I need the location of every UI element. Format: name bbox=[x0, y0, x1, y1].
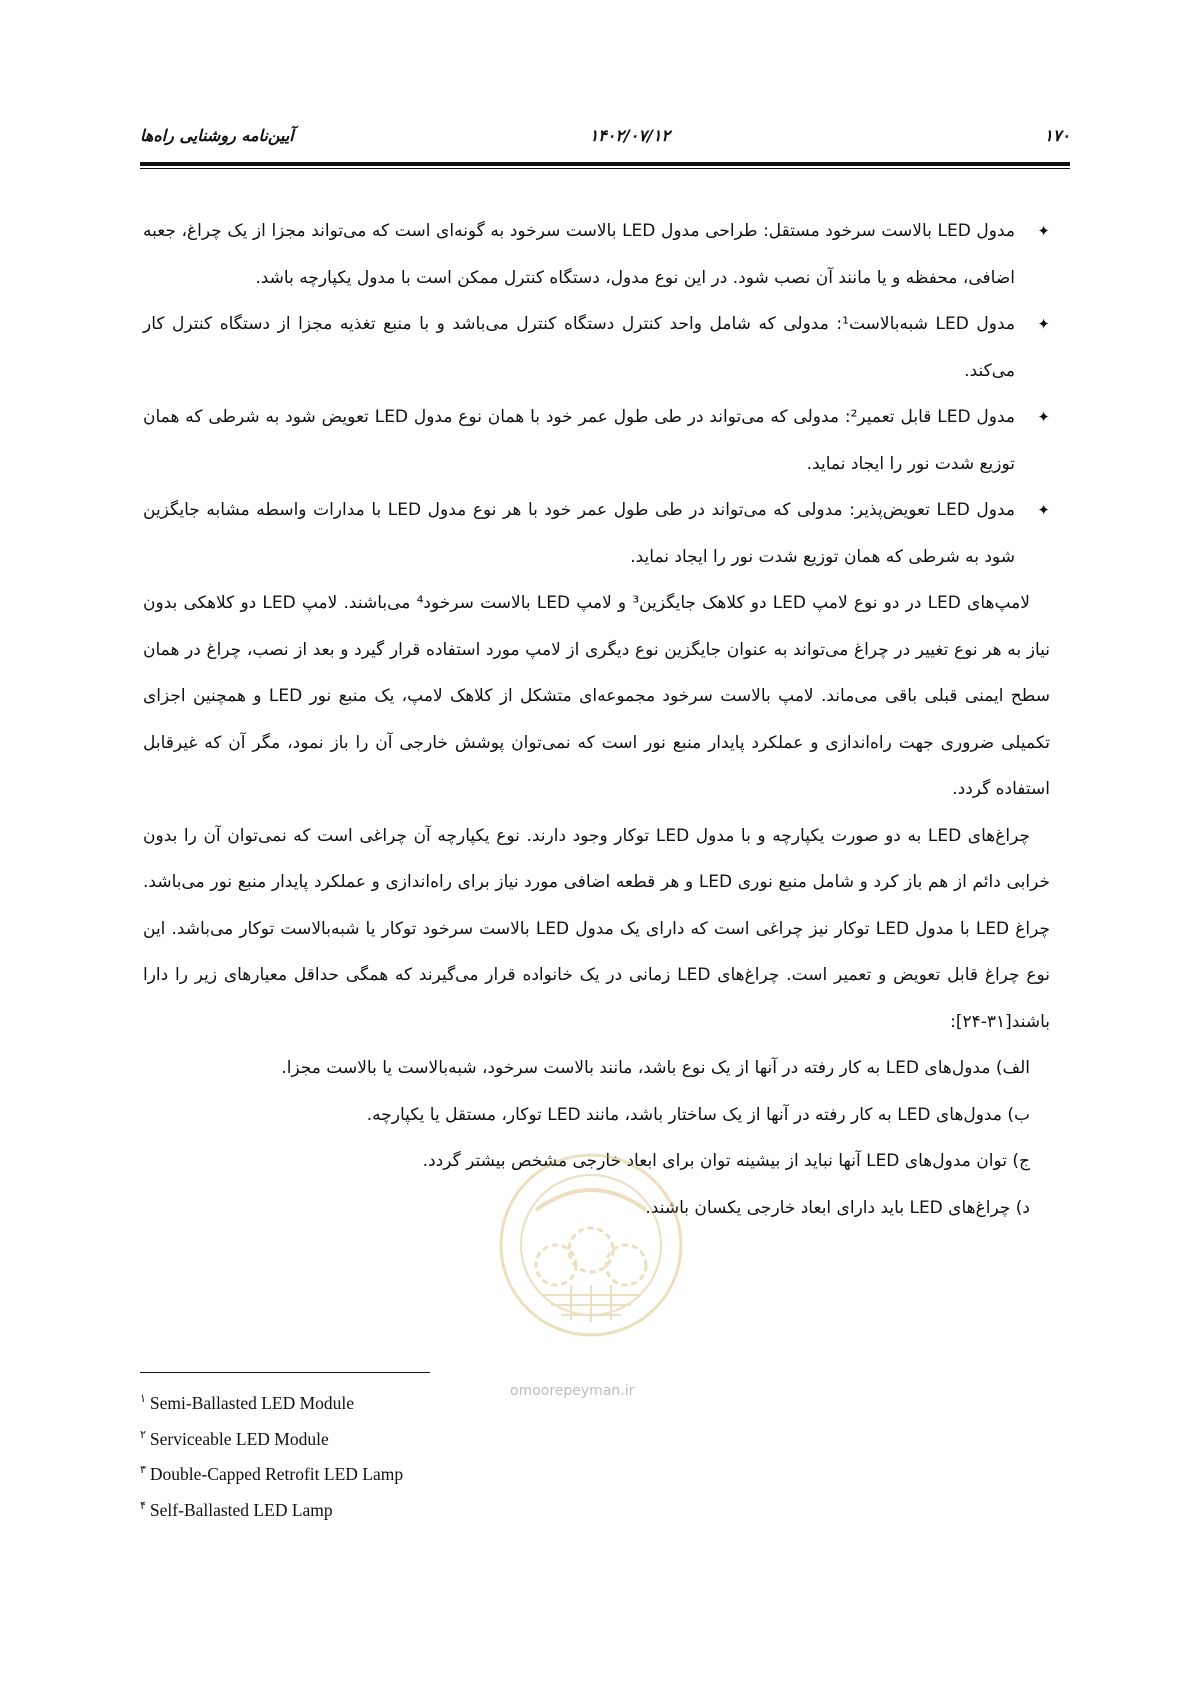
stamp-logo-icon bbox=[496, 1150, 686, 1340]
header-rule-thick bbox=[140, 162, 1070, 166]
footnote-text: Semi-Ballasted LED Module bbox=[149, 1392, 355, 1413]
footnote-text: Double-Capped Retrofit LED Lamp bbox=[149, 1463, 404, 1484]
footnote bbox=[140, 1423, 740, 1459]
bullet-text: مدول LED بالاست سرخود مستقل: طراحی مدول LED بالاست سرخود به گونه‌ای است که می‌تواند مجزا از یک چراغ، جعبه اضافی، محفظه و یا مانند آن نصب شود. در این نوع مدول، دستگاه کنترل ممکن است با مدول یکپارچه باشد. bbox=[143, 221, 1015, 288]
footnote-mark: ۴ bbox=[140, 1499, 146, 1512]
page-number: ۱۷۰ bbox=[1044, 126, 1070, 145]
footnote-mark: ۱ bbox=[140, 1393, 146, 1405]
header-date: ۱۴۰۲/۰۷/۱۲ bbox=[589, 126, 670, 145]
header-rule-thin bbox=[140, 168, 1070, 169]
footnote-mark: ۲ bbox=[140, 1428, 146, 1441]
criteria-item: ب) مدول‌های LED به کار رفته در آنها از یک ساختار باشد، مانند LED توکار، مستقل یا یکپارچه. bbox=[366, 1104, 1030, 1125]
main-body bbox=[143, 208, 1050, 1231]
bullet-text: مدول LED شبه‌بالاست¹: مدولی که شامل واحد کنترل دستگاه کنترل می‌باشد و با منبع تغذیه مجزا از دستگاه کنترل کار می‌کند. bbox=[143, 314, 1015, 381]
footnote-mark: ۳ bbox=[140, 1464, 146, 1476]
watermark-url: omoorepeyman.ir bbox=[510, 1383, 635, 1399]
bullet-text: مدول LED تعویض‌پذیر: مدولی که می‌تواند در طی طول عمر خود با هر نوع مدول LED با مدارات واسطه مشابه جایگزین شود به شرطی که همان توزیع شدت نور را ایجاد نماید. bbox=[143, 500, 1015, 567]
bullet-item bbox=[143, 301, 1050, 394]
bullet-mark-icon: ✦ bbox=[1037, 408, 1050, 426]
bullet-item bbox=[143, 394, 1050, 487]
bullet-mark-icon: ✦ bbox=[1037, 315, 1050, 333]
footnote bbox=[140, 1387, 740, 1423]
footnote-text: Self-Ballasted LED Lamp bbox=[149, 1499, 333, 1520]
header-title: آیین‌نامه روشنایی راه‌ها bbox=[140, 126, 294, 145]
bullet-item bbox=[143, 487, 1050, 580]
paragraph-led-luminaires: چراغ‌های LED به دو صورت یکپارچه و با مدول LED توکار وجود دارند. نوع یکپارچه آن چراغی است که نمی‌توان آن را بدون خرابی دائم از هم باز کرد و شامل منبع نوری LED و هر قطعه اضافی مورد نیاز برای راه‌اندازی و عملکرد پایدار منبع نور می‌باشد. چراغ LED با مدول LED توکار نیز چراغی است که دارای یک مدول LED بالاست سرخود توکار یا شبه‌بالاست توکار می‌باشد. این نوع چراغ قابل تعویض و تعمیر است. چراغ‌های LED زمانی در یک خانواده قرار می‌گیرند که همگی حداقل معیارهای زیر را دارا باشند[۳۱-۲۴]: bbox=[143, 825, 1051, 1032]
footnote-text: Serviceable LED Module bbox=[149, 1428, 329, 1449]
footnote bbox=[140, 1494, 740, 1530]
footnotes bbox=[140, 1387, 740, 1529]
bullet-text: مدول LED قابل تعمیر²: مدولی که می‌تواند در طی طول عمر خود با همان نوع مدول LED تعویض شود به شرطی که همان توزیع شدت نور را ایجاد نماید. bbox=[143, 407, 1015, 474]
bullet-mark-icon: ✦ bbox=[1037, 501, 1050, 519]
criteria-item: الف) مدول‌های LED به کار رفته در آنها از یک نوع باشد، مانند بالاست سرخود، شبه‌بالاست یا بالاست مجزا. bbox=[281, 1058, 1030, 1078]
criteria-item: د) چراغ‌های LED باید دارای ابعاد خارجی یکسان باشند. bbox=[645, 1197, 1030, 1218]
footnote-rule bbox=[140, 1372, 430, 1373]
bullet-item bbox=[143, 208, 1050, 301]
paragraph-led-lamps: لامپ‌های LED در دو نوع لامپ LED دو کلاهک جایگزین³ و لامپ LED بالاست سرخود⁴ می‌باشند. لامپ LED دو کلاهکی بدون نیاز به هر نوع تغییر در چراغ می‌تواند به عنوان جایگزین نوع دیگری از لامپ مورد استفاده قرار گیرد و بعد از نصب، چراغ در همان سطح ایمنی قبلی باقی می‌ماند. لامپ بالاست سرخود مجموعه‌ای متشکل از کلاهک لامپ، یک منبع نور LED و همچنین اجزای تکمیلی ضروری جهت راه‌اندازی و عملکرد پایدار منبع نور است که نمی‌توان پوشش خارجی آن را باز نمود، مگر آن که غیرقابل استفاده گردد. bbox=[143, 593, 1050, 799]
page-header bbox=[140, 126, 1070, 156]
criteria-item: ج) توان مدول‌های LED آنها نباید از بیشینه توان برای ابعاد خارجی مشخص بیشتر گردد. bbox=[422, 1151, 1030, 1171]
footnote bbox=[140, 1458, 740, 1494]
bullet-mark-icon: ✦ bbox=[1037, 222, 1050, 240]
